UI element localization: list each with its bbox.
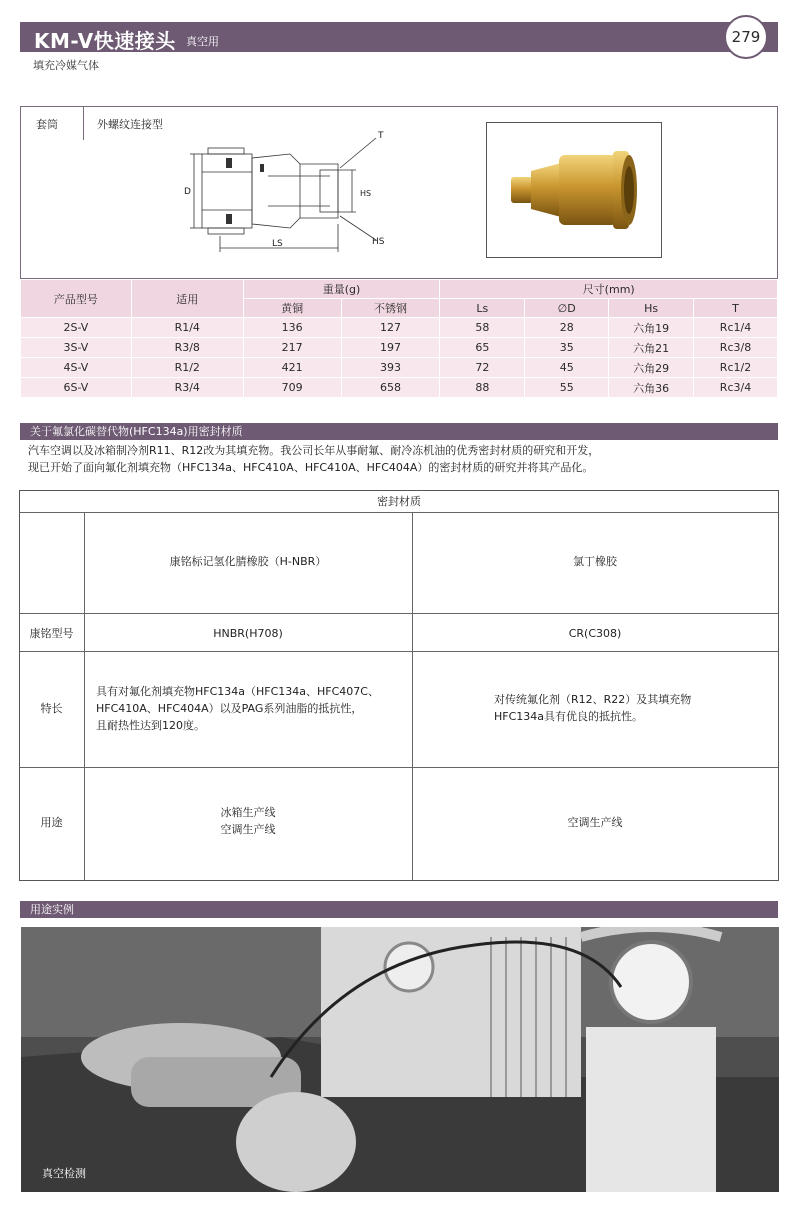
seal-row-use-label: 用途	[40, 816, 63, 829]
cell: R3/4	[131, 378, 243, 398]
cell: 217	[243, 338, 341, 358]
label-d: D	[184, 187, 191, 197]
seal-col1-feature-line: 具有对氟化剂填充物HFC134a（HFC134a、HFC407C、	[96, 685, 379, 698]
seal-col1-name: 康铭标记氢化腈橡胶（H-NBR）	[169, 555, 327, 568]
cell: 421	[243, 358, 341, 378]
th-applicable: 适用	[131, 280, 243, 318]
label-hs: HS	[372, 237, 385, 247]
table-row	[21, 318, 778, 338]
cell: 六角29	[609, 358, 694, 378]
page-number: 279	[724, 15, 768, 59]
th-od: ∅D	[525, 299, 609, 318]
cell: 六角19	[609, 318, 694, 338]
seal-col2-name: 氯丁橡胶	[573, 555, 617, 568]
th-brass: 黄铜	[243, 299, 341, 318]
seal-col1-feature-line: HFC410A、HFC404A）以及PAG系列油脂的抵抗性，	[96, 702, 363, 715]
vacuum-test-image	[21, 927, 779, 1192]
cell: 45	[525, 358, 609, 378]
spec-table	[20, 279, 778, 398]
cell: 3S-V	[21, 338, 132, 358]
cell: 六角36	[609, 378, 694, 398]
cell: Rc1/4	[694, 318, 778, 338]
cell: 4S-V	[21, 358, 132, 378]
cell: 55	[525, 378, 609, 398]
page-subtitle: 填充冷媒气体	[33, 59, 99, 72]
cell: Rc3/4	[694, 378, 778, 398]
section-title-hfc: 关于氟氯化碳替代物(HFC134a)用密封材质	[20, 423, 778, 440]
hfc-paragraph-line-2: 现已开始了面向氟化剂填充物（HFC134a、HFC410A、HFC410A、HFC404A）的密封材质的研究并将其产品化。	[28, 461, 594, 474]
label-hs-vertical: HS	[360, 189, 372, 198]
type-label: 外螺纹连接型	[97, 118, 163, 131]
cell: R3/8	[131, 338, 243, 358]
cell: 127	[341, 318, 440, 338]
th-ls: Ls	[440, 299, 525, 318]
seal-col2-use: 空调生产线	[567, 816, 623, 829]
cell: R1/2	[131, 358, 243, 378]
cell: 393	[341, 358, 440, 378]
brass-coupling-image	[487, 123, 661, 257]
seal-col2-feature	[494, 691, 774, 725]
seal-col2-feature-line: HFC134a具有优良的抵抗性。	[494, 710, 644, 723]
th-t: T	[694, 299, 778, 318]
cell: Rc1/2	[694, 358, 778, 378]
cell: 35	[525, 338, 609, 358]
label-ls: LS	[272, 239, 283, 249]
section-title-example: 用途实例	[20, 901, 778, 918]
cell: 709	[243, 378, 341, 398]
cell: 2S-V	[21, 318, 132, 338]
divider	[83, 106, 84, 140]
example-photo	[21, 927, 779, 1192]
seal-col1-feature	[96, 683, 412, 734]
seal-col1-feature-line: 且耐热性达到120度。	[96, 719, 205, 732]
table-row	[21, 338, 778, 358]
cell: 658	[341, 378, 440, 398]
seal-col2-feature-line: 对传统氟化剂（R12、R22）及其填充物	[494, 693, 692, 706]
th-stainless: 不锈钢	[341, 299, 440, 318]
cell: Rc3/8	[694, 338, 778, 358]
part-label: 套筒	[36, 118, 58, 131]
cell: 28	[525, 318, 609, 338]
seal-col1-model: HNBR(H708)	[213, 627, 283, 640]
cell: 197	[341, 338, 440, 358]
th-weight: 重量(g)	[243, 280, 440, 299]
seal-col1-use	[84, 804, 412, 838]
photo-caption: 真空检测	[42, 1167, 86, 1180]
cell: 65	[440, 338, 525, 358]
divider	[20, 767, 778, 768]
divider	[20, 651, 778, 652]
cell: 136	[243, 318, 341, 338]
table-row	[21, 358, 778, 378]
th-size: 尺寸(mm)	[440, 280, 778, 299]
divider	[20, 512, 778, 513]
divider	[20, 613, 778, 614]
cell: 6S-V	[21, 378, 132, 398]
seal-row-feature-label: 特长	[40, 702, 63, 715]
seal-header: 密封材质	[377, 495, 421, 508]
cell: 72	[440, 358, 525, 378]
table-row	[21, 378, 778, 398]
cell: 六角21	[609, 338, 694, 358]
label-t: T	[378, 131, 384, 141]
seal-col2-model: CR(C308)	[568, 627, 622, 640]
seal-col1-use-line: 空调生产线	[220, 823, 276, 836]
cell: 58	[440, 318, 525, 338]
product-photo	[486, 122, 662, 258]
cell: 88	[440, 378, 525, 398]
th-hs: Hs	[609, 299, 694, 318]
seal-col1-use-line: 冰箱生产线	[220, 806, 276, 819]
th-model: 产品型号	[21, 280, 132, 318]
hfc-paragraph-line-1: 汽车空调以及冰箱制冷剂R11、R12改为其填充物。我公司长年从事耐氟、耐冷冻机油的优秀密封材质的研究和开发，	[28, 444, 600, 457]
cell: R1/4	[131, 318, 243, 338]
page-title: KM-V快速接头	[34, 29, 176, 53]
seal-row-model-label: 康铭型号	[29, 627, 74, 640]
page-title-sub: 真空用	[186, 35, 219, 48]
technical-drawing	[180, 124, 400, 254]
